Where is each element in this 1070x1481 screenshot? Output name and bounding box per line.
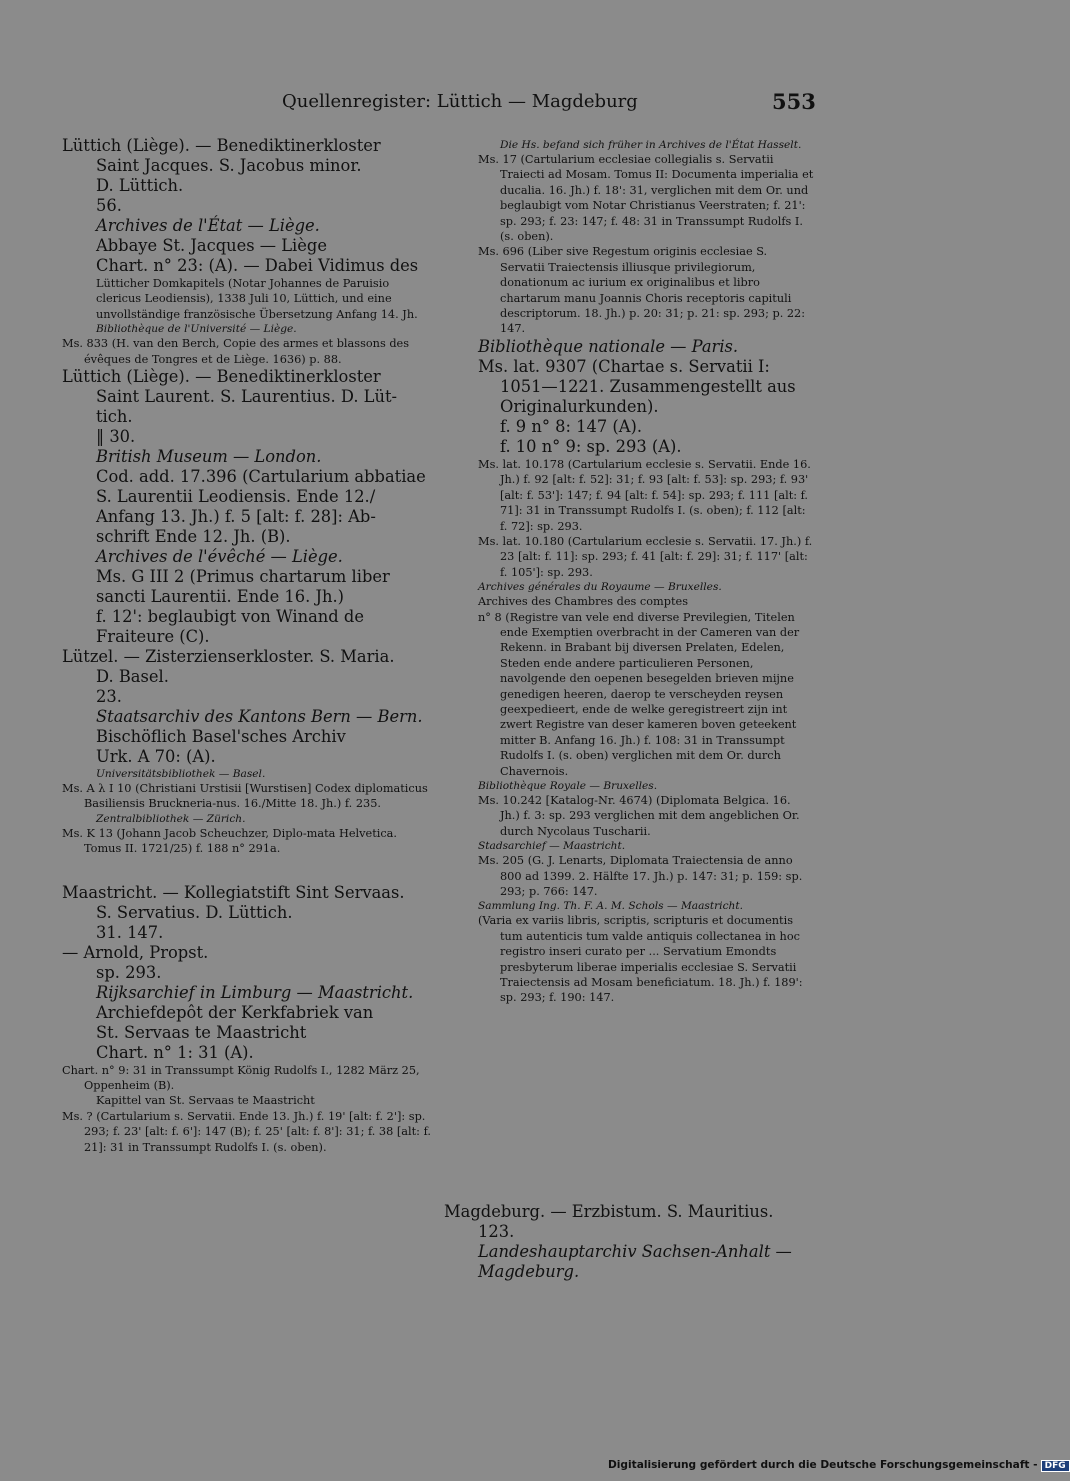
entry-line: D. Basel. [96,667,169,687]
entry-line: Magdeburg. [478,1262,580,1281]
entry-line: Landeshauptarchiv Sachsen-Anhalt — [478,1242,792,1261]
source-note: Lütticher Domkapitels (Notar Johannes de Paruisio clericus Leodiensis), 1338 Juli 10, Lüttich, und eine unvollständige französische Übersetzung Anfang 14. Jh. [96,277,418,321]
source-note: Ms. A λ I 10 (Christiani Urstisii [Wurstisen] Codex diplomaticus Basiliensis Bruckneria-nus. 16./Mitte 18. Jh.) f. 235. [62,782,428,811]
entry-line: Bischöflich Basel'sches Archiv [96,727,346,747]
entry-line: Chart. n° 1: 31 (A). [96,1042,254,1062]
source-note: (Varia ex variis libris, scriptis, scripturis et documentis tum autenticis tum valde antiquis collectanea in hoc registro inseri curato per ... Servatium Emondts presbyterum liberae imperialis ecclesiae S. Servatii Traiectensis ad Mosam beneficiatum. 18. Jh.) f. 189': sp. 293; f. 190: 147. [478,914,803,1005]
entry-line: St. Servaas te Maastricht [96,1022,307,1042]
entry-line: ‖ 30. [96,427,136,447]
source-note: Ms. K 13 (Johann Jacob Scheuchzer, Diplo-mata Helvetica. Tomus II. 1721/25) f. 188 n° 291a. [62,826,398,856]
entry-line: Abbaye St. Jacques — Liège [96,236,327,255]
archive-heading: Die Hs. befand sich früher in Archives de l'État Hasselt. [500,139,802,151]
entry-line: Rijksarchief in Limburg — Maastricht. [96,982,414,1002]
footer-text: Digitalisierung gefördert durch die Deutsche Forschungsgemeinschaft - [608,1459,1038,1471]
right-column [478,138,814,1006]
entry-line: f. 12': beglaubigt von Winand de [96,607,364,627]
source-note: Ms. 833 (H. van den Berch, Copie des armes et blassons des évêques de Tongres et de Liège. 1636) p. 88. [62,337,410,366]
entry-line: — Arnold, Propst. [62,942,209,962]
entry-line: D. Lüttich. [96,176,184,195]
entry-line: f. 10 n° 9: sp. 293 (A). [500,436,682,456]
source-note: Ms. lat. 10.178 (Cartularium ecclesie s. Servatii. Ende 16. Jh.) f. 92 [alt: f. 52]: 31; f. 93 [alt: f. 53]: sp. 293; f. 93' [alt: f. 53']: 147; f. 94 [alt: f. 54]: sp. 293; f. 111 [alt: f. 71]: 31 in Transsumpt Rudolfs I. (s. oben); f. 112 [alt: f. 72]: sp. 293. [478,457,811,533]
entry-line: Urk. A 70: (A). [96,747,216,767]
entry-line: sancti Laurentii. Ende 16. Jh.) [96,587,345,607]
entry-line: S. Servatius. D. Lüttich. [96,902,293,922]
source-note: Ms. 10.242 [Katalog-Nr. 4674) (Diplomata Belgica. 16. Jh.) f. 3: sp. 293 verglichen mit dem angeblichen Or. durch Nycolaus Tuscharii. [478,794,800,838]
source-note: Ms. lat. 10.180 (Cartularium ecclesie s. Servatii. 17. Jh.) f. 23 [alt: f. 11]: sp. 293; f. 41 [alt: f. 29]: 31; f. 117' [alt: f. 105']: sp. 293. [478,534,813,579]
entry-line: Archives de l'État — Liège. [96,216,320,235]
entry-line: 56. [96,196,122,215]
running-header [0,89,1000,119]
archive-heading: Bibliothèque Royale — Bruxelles. [478,780,658,792]
archive-heading: Bibliothèque de l'Université — Liège. [96,323,297,336]
source-note: Chart. n° 9: 31 in Transsumpt König Rudolfs I., 1282 März 25, Oppenheim (B). [62,1063,420,1093]
archive-heading: Archives générales du Royaume — Bruxelles. [478,581,722,594]
archive-heading: Sammlung Ing. Th. F. A. M. Schols — Maastricht. [478,900,743,913]
entry-line: f. 9 n° 8: 147 (A). [500,416,643,436]
entry-line: Ms. lat. 9307 (Chartae s. Servatii I: [478,356,770,376]
spacer [62,857,434,883]
archive-heading: Stadsarchief — Maastricht. [478,840,626,853]
entry-line: Cod. add. 17.396 (Cartularium abbatiae [96,467,426,487]
entry-line: Bibliothèque nationale — Paris. [478,336,739,356]
entry-line: schrift Ende 12. Jh. (B). [96,527,291,547]
archive-heading: Universitätsbibliothek — Basel. [96,768,266,781]
running-title: Quellenregister: Lüttich — Magdeburg [282,91,638,112]
entry-line: Maastricht. — Kollegiatstift Sint Servaas. [62,882,405,902]
dfg-logo: DFG [1041,1460,1070,1472]
page-number: 553 [772,89,816,114]
entry-line: Originalurkunden). [500,396,659,416]
source-note: Ms. 696 (Liber sive Regestum originis ecclesiae S. Servatii Traiectensis illiusque privilegiorum, donationum ac iurium ex originalibus et libro chartarum manu Joannis Choris receptoris capituli descriptorum. 18. Jh.) p. 20: 31; p. 21: sp. 293; p. 22: 147. [478,245,806,336]
entry-line: British Museum — London. [96,447,322,467]
entry-line: Saint Laurent. S. Laurentius. D. Lüt- [96,387,398,407]
entry-line: 31. 147. [96,922,164,942]
source-note: Archives des Chambres des comptes [478,595,689,609]
entry-line: Anfang 13. Jh.) f. 5 [alt: f. 28]: Ab- [96,507,376,527]
entry-line: Saint Jacques. S. Jacobus minor. [96,156,362,175]
entry-line: 23. [96,687,122,707]
source-note: Ms. ? (Cartularium s. Servatii. Ende 13. Jh.) f. 19' [alt: f. 2']: sp. 293; f. 23' [alt: f. 6']: 147 (B); f. 25' [alt: f. 8']: 31; f. 38 [alt: f. 21]: 31 in Transsumpt Rudolfs I. (s. oben). [62,1109,431,1154]
source-note: Kapittel van St. Servaas te Maastricht [96,1094,315,1108]
source-note: n° 8 (Registre van vele end diverse Previlegien, Titelen ende Exemptien overbracht in der Cameren van der Rekenn. in Brabant bij diversen Prelaten, Edelen, Steden ende andere particulieren Personen, navolgende den oepenen besegelden brieven mijne genedigen heeren, daerop te verscheyden reysen geexpedieert, ende de welke geregistreert zijn int zwert Registre van deser kameren boven geteekent mitter B. Anfang 16. Jh.) f. 108: 31 in Transsumpt Rudolfs I. (s. oben) verglichen mit dem Or. durch Chavernois. [478,610,800,778]
entry-line: 1051—1221. Zusammengestellt aus [500,376,796,396]
footer [608,1459,1070,1472]
entry-line: sp. 293. [96,962,162,982]
entry-line: Lützel. — Zisterzienserkloster. S. Maria. [62,647,395,667]
entry-line: Lüttich (Liège). — Benediktinerkloster [62,367,381,387]
entry-line: Magdeburg. — Erzbistum. S. Mauritius. [444,1202,774,1221]
entry-line: Archiefdepôt der Kerkfabriek van [96,1002,374,1022]
archive-heading: Zentralbibliothek — Zürich. [96,812,246,825]
entry-line: S. Laurentii Leodiensis. Ende 12./ [96,487,376,507]
right-column-lower [444,1202,814,1282]
source-note: Ms. 205 (G. J. Lenarts, Diplomata Traiectensia de anno 800 ad 1399. 2. Hälfte 17. Jh.) p. 147: 31; p. 159: sp. 293; p. 766: 147. [478,854,803,899]
entry-line: 123. [478,1222,515,1241]
entry-line: Fraiteure (C). [96,627,210,647]
entry-line: Lüttich (Liège). — Benediktinerkloster [62,136,381,155]
source-note: Ms. 17 (Cartularium ecclesiae collegialis s. Servatii Traiecti ad Mosam. Tomus II: Documenta imperialia et ducalia. 16. Jh.) f. 18': 31, verglichen mit dem Or. und beglaubigt vom Notar Christianus Veerstraten; f. 21': sp. 293; f. 23: 147; f. 48: 31 in Transsumpt Rudolfs I. (s. oben). [478,153,814,244]
entry-line: Ms. G III 2 (Primus chartarum liber [96,567,390,587]
entry-line: Staatsarchiv des Kantons Bern — Bern. [96,707,423,727]
entry-line: Chart. n° 23: (A). — Dabei Vidimus des [96,256,419,275]
entry-line: tich. [96,407,133,427]
left-column [62,136,434,1155]
entry-line: Archives de l'évêché — Liège. [96,547,343,567]
